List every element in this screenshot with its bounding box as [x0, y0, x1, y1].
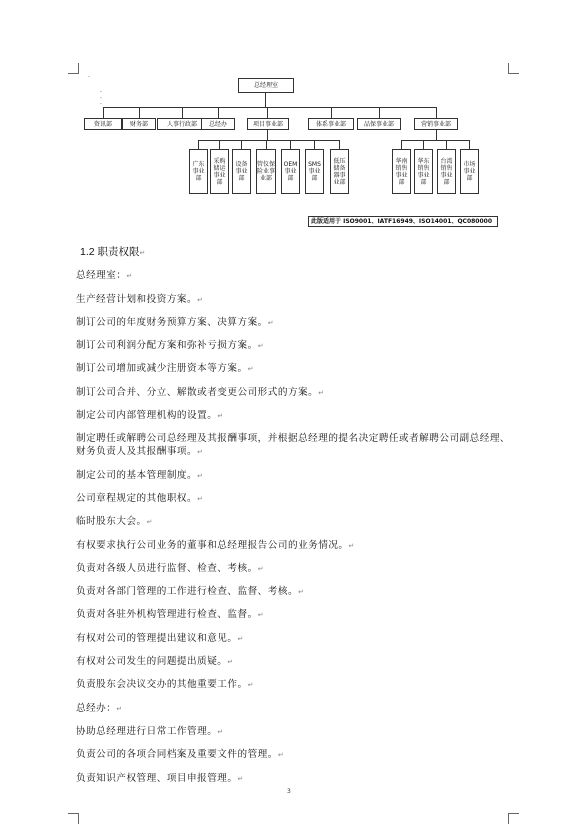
- paragraph: 总经理室：↵: [76, 270, 133, 282]
- applicability-note: 此版适用于 ISO9001、IATF16949、ISO14001、QC080000: [308, 216, 498, 227]
- paragraph: 有权对公司发生的问题提出质疑。↵: [76, 656, 234, 668]
- paragraph: 负责股东会决议交办的其他重要工作。↵: [76, 679, 254, 691]
- unit-box: 采购储运事业部: [210, 149, 229, 194]
- unit-box: 市场事业部: [460, 149, 479, 194]
- unit-box: SMS事业部: [305, 149, 324, 194]
- body-text: [76, 246, 516, 795]
- org-root-label: 总经理室: [253, 82, 278, 89]
- dept-box: 总经办: [201, 118, 235, 130]
- unit-box: 广东事业部: [189, 149, 208, 194]
- paragraph: 制定公司内部管理机构的设置。↵: [76, 410, 224, 422]
- unit-box: 管仪保险业事业部: [256, 149, 276, 194]
- paragraph-mark: .: [88, 72, 90, 79]
- paragraph: 公司章程规定的其他职权。↵: [76, 492, 204, 504]
- dept-box: 品保事业部: [357, 118, 401, 130]
- unit-box: 台湾销售事业部: [437, 149, 456, 194]
- paragraph: 制订公司增加或减少注册资本等方案。↵: [76, 363, 254, 375]
- paragraph: 制订公司利润分配方案和弥补亏损方案。↵: [76, 340, 265, 352]
- paragraph: 负责对各级人员进行监督、检查、考核。↵: [76, 562, 265, 574]
- crop-mark-bottom-right: [508, 813, 519, 824]
- page-number: 3: [287, 788, 291, 795]
- paragraph: 临时股东大会。↵: [76, 516, 154, 528]
- paragraph: 有权对公司的管理提出建议和意见。↵: [76, 632, 244, 644]
- dept-box: 资讯部: [84, 118, 122, 130]
- connector: [265, 93, 266, 107]
- paragraph: 负责知识产权管理、项目申报管理。↵: [76, 772, 244, 784]
- paragraph: 制定聘任或解聘公司总经理及其报酬事项，并根据总经理的提名决定聘任或者解聘公司副总经理、财务负责人及其报酬事项。↵: [76, 433, 511, 458]
- section-heading: 1.2 职责权限↵: [80, 246, 146, 258]
- org-root-box: [238, 78, 294, 93]
- org-chart: [0, 0, 579, 240]
- paragraph: 总经办：↵: [76, 702, 123, 714]
- paragraph: 生产经营计划和投资方案。↵: [76, 293, 204, 305]
- paragraph: 制订公司的年度财务预算方案、决算方案。↵: [76, 316, 275, 328]
- dept-box: 财务部: [122, 118, 156, 130]
- unit-box: 低压储备器事业部: [330, 149, 349, 194]
- paragraph: 有权要求执行公司业务的董事和总经理报告公司的业务情况。↵: [76, 539, 355, 551]
- dept-box: 人事行政部: [157, 118, 207, 130]
- paragraph: 制定公司的基本管理制度。↵: [76, 469, 204, 481]
- dept-box: 营销事业部: [414, 118, 458, 130]
- empty-paragraph-marks: · · ·: [100, 89, 102, 108]
- unit-box: OEM事业部: [281, 149, 300, 194]
- unit-box: 华东销售事业部: [414, 149, 433, 194]
- connector: [103, 107, 436, 108]
- unit-box: 设备事业部: [232, 149, 251, 194]
- unit-box: 华南销售事业部: [392, 149, 411, 194]
- paragraph: 负责对各部门管理的工作进行检查、监督、考核。↵: [76, 586, 305, 598]
- paragraph: 制订公司合并、分立、解散或者变更公司形式的方案。↵: [76, 386, 325, 398]
- dept-box: 体系事业部: [308, 118, 354, 130]
- crop-mark-bottom-left: [68, 813, 79, 824]
- paragraph: 负责对各驻外机构管理进行检查、监督。↵: [76, 609, 265, 621]
- paragraph: 协助总经理进行日常工作管理。↵: [76, 725, 224, 737]
- dept-box: 项目事业部: [247, 118, 289, 130]
- paragraph: 负责公司的各项合同档案及重要文件的管理。↵: [76, 749, 285, 761]
